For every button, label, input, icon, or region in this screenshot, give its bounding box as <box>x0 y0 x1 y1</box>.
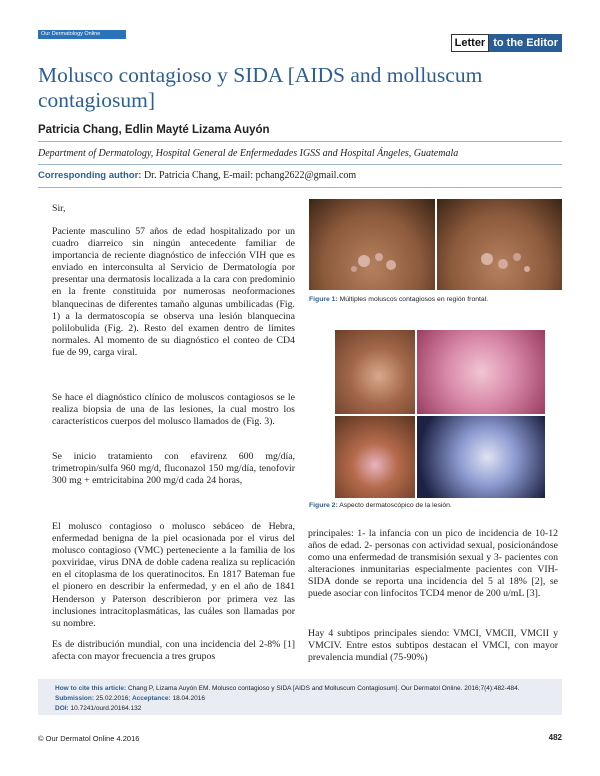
footer-copyright: © Our Dermatol Online 4.2016 <box>38 734 140 743</box>
doi-value: 10.7241/ourd.20164.132 <box>70 705 142 712</box>
corresponding-label: Corresponding author: <box>38 170 142 181</box>
paragraph: Paciente masculino 57 años de edad hospitalizado por un cuadro diarreico sin ningún antecedente familiar de importancia de reciente diagnóstico de infección VIH que es enviado en interconsulta al Servicio de Dermatología por presentar una dermatosis localizada a la cara con predominio en la frente constituida por numerosas neoformaciones blanquecinas de diferentes tamaño algunas umbilicadas (Fig. 1) a la dermatoscopía se observa una lesión blanquecina polilobulida (Fig. 2). Resto del examen dentro de límites normales. Al momento de su diagnóstico el conteo de CD4 fue de 99, carga viral. <box>52 226 295 358</box>
paragraph: Se inicio tratamiento con efavirenz 600 mg/día, trimetropin/sulfa 960 mg/d, fluconazol 150 mg/día, tenofovir 300 mg + emtricitabina 200 mg/d cada 24 horas, <box>52 451 295 487</box>
submission-date: 25.02.2016; <box>95 695 131 702</box>
submission-dates <box>55 695 205 702</box>
divider <box>38 187 562 188</box>
citation-box <box>38 679 562 715</box>
section-label-part2: to the Editor <box>489 34 562 52</box>
affiliation: Department of Dermatology, Hospital General de Enfermedades IGSS and Hospital Ángeles, Guatemala <box>38 148 459 159</box>
divider <box>38 164 562 165</box>
journal-tag: Our Dermatology Online <box>38 30 126 39</box>
figure-2-photo-d <box>417 416 545 498</box>
molluscum-lesions-image <box>309 199 435 290</box>
how-to-cite <box>55 685 520 692</box>
figure-2-label: Figure 2: <box>309 502 338 509</box>
figure-1-label: Figure 1: <box>309 296 338 303</box>
doi <box>55 705 141 712</box>
corresponding-author <box>38 170 356 181</box>
figure-2-caption <box>309 502 452 509</box>
figure-1-caption <box>309 296 488 303</box>
figure-2-photo-a <box>335 330 415 414</box>
salutation: Sir, <box>52 203 66 214</box>
how-to-cite-label: How to cite this article: <box>55 685 127 692</box>
paragraph: El molusco contagioso o molusco sebáceo de Hebra, enfermedad benigna de la piel ocasionada por el virus del molusco contagioso (VMC) perteneciente a la familia de los poxviridae, virus DNA de doble cadena realiza su replicación en el citoplasma de los queratinocitos. En 1817 Bateman fue el pionero en describir la enfermedad, y en el año de 1841 Henderson y Paterson describieron por primera vez las inclusiones intracitoplasmáticas, las cuáles son llamadas por su nombre. <box>52 521 295 629</box>
section-label <box>451 34 562 52</box>
corresponding-text: Dr. Patricia Chang, E-mail: pchang2622@gmail.com <box>143 170 357 181</box>
article-title: Molusco contagioso y SIDA [AIDS and molluscum contagiosum] <box>38 63 483 112</box>
how-to-cite-text: Chang P, Lizama Auyón EM. Molusco contagioso y SIDA [AIDS and Molluscum Contagiosum]. Our Dermatol Online. 2016;7(4):482-484. <box>127 685 520 692</box>
divider <box>38 141 562 142</box>
figure-1-text: Múltiples moluscos contagiosos en región frontal. <box>339 296 489 303</box>
acceptance-date: 18.04.2016 <box>172 695 205 702</box>
paragraph: principales: 1- la infancia con un pico de incidencia de 10-12 años de edad. 2- personas con actividad sexual, posicionándose como una enfermedad de transmisión sexual y 3- pacientes con alteraciones inmunitarias especialmente pacientes con VIH-SIDA donde se reporta una incidencia del 5 al 18% [2], se puede asociar con linfocitos TCD4 menor de 200 u/mL [3]. <box>308 528 558 600</box>
figure-2-photo-b <box>417 330 545 414</box>
figure-2-text: Aspecto dermatoscópico de la lesión. <box>339 502 452 509</box>
section-label-part1: Letter <box>451 34 490 52</box>
page-number: 482 <box>548 733 562 742</box>
figure-1-photo-left <box>309 199 435 290</box>
submission-label: Submission: <box>55 695 95 702</box>
acceptance-label: Acceptance: <box>131 695 171 702</box>
molluscum-lesions-image <box>437 199 562 290</box>
figure-2-photo-c <box>335 416 415 498</box>
paragraph: Se hace el diagnóstico clínico de moluscos contagiosos se le realiza biopsia de una de las lesiones, la cual mostro los característicos cuerpos del molusco llamados de (Fig. 3). <box>52 392 295 428</box>
doi-label: DOI: <box>55 705 69 712</box>
figure-1-photo-right <box>437 199 562 290</box>
paragraph: Hay 4 subtipos principales siendo: VMCI, VMCII, VMCII y VMCIV. Entre estos subtipos destacan el VMCI, con mayor prevalencia mundial (75-90%) <box>308 628 558 664</box>
authors: Patricia Chang, Edlin Mayté Lizama Auyón <box>38 124 270 136</box>
paragraph: Es de distribución mundial, con una incidencia del 2-8% [1] afecta con mayor frecuencia a tres grupos <box>52 639 295 663</box>
